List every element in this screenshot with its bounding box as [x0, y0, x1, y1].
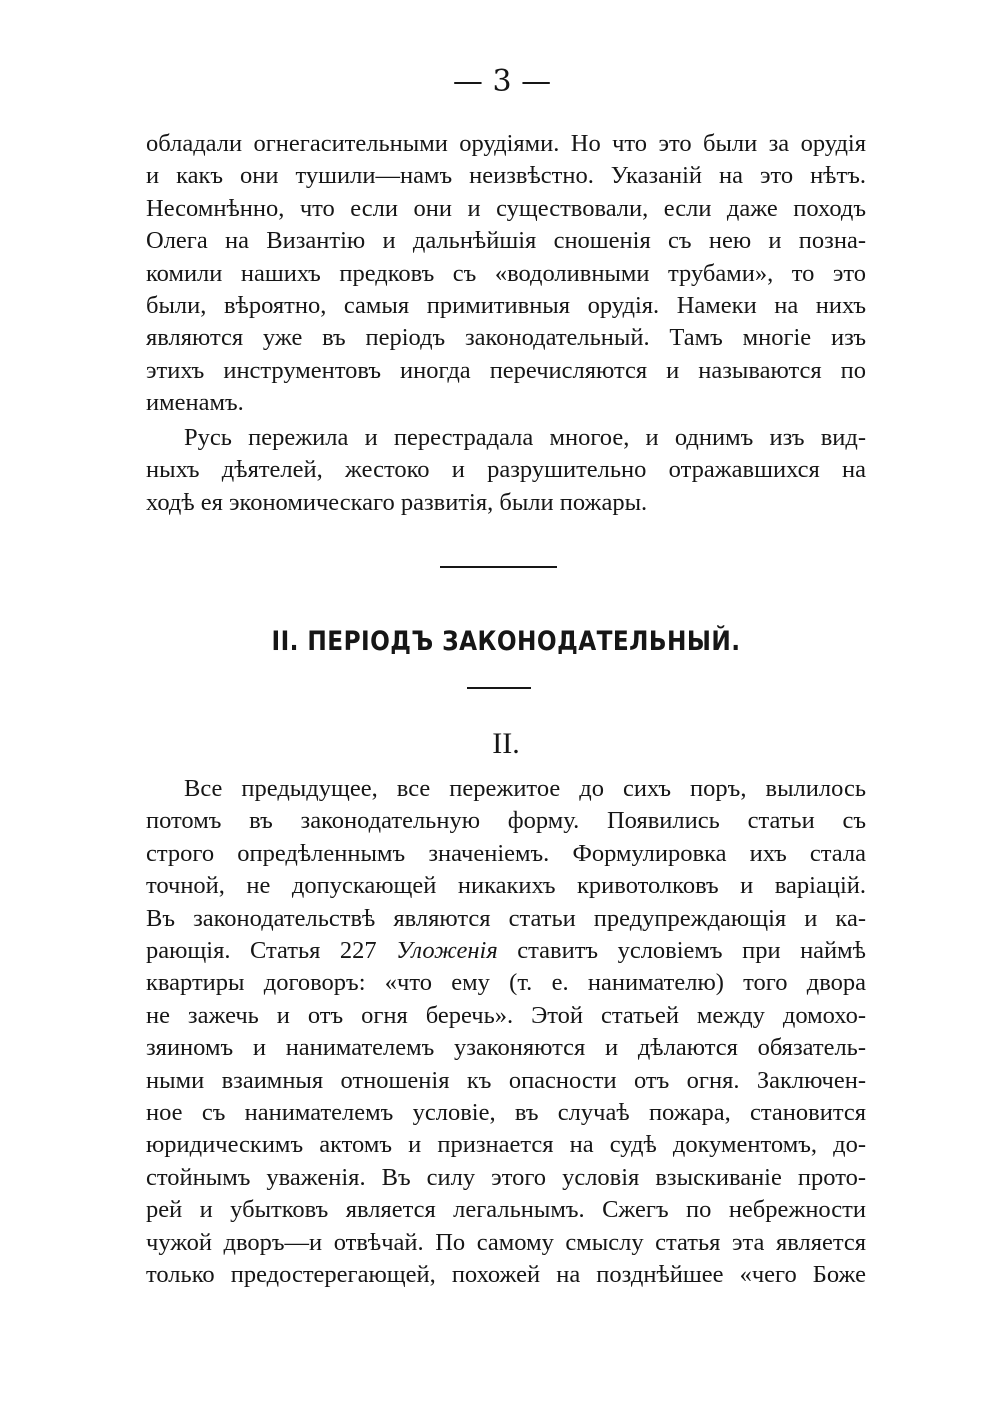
text-line: только предостерегающей, похожей на позднѣйшее «чего Боже [146, 1261, 866, 1289]
text-line: квартиры договоръ: «что ему (т. е. нанимателю) того двора [146, 969, 866, 997]
text-line: Въ законодательствѣ являются статьи предупреждающія и ка- [146, 904, 866, 932]
text-line: юридическимъ актомъ и признается на судѣ документомъ, до- [146, 1131, 866, 1159]
text-line: и какъ они тушили—намъ неизвѣстно. Указаній на это нѣтъ. [146, 162, 866, 190]
text-line: точной, не допускающей никакихъ кривотолковъ и варіацій. [146, 872, 866, 900]
text-line: Все предыдущее, все пережитое до сихъ поръ, вылилось [184, 775, 866, 802]
text-line: ными взаимныя отношенія къ опасности отъ огня. Заключен- [146, 1066, 866, 1094]
text-line: были, вѣроятно, самыя примитивныя орудія. Намеки на нихъ [146, 292, 866, 320]
chapter-number: II. [492, 727, 520, 760]
section-title: II. ПЕРІОДЪ ЗАКОНОДАТЕЛЬНЫЙ. [271, 626, 741, 657]
text-line: не зажечь и отъ огня беречь». Этой статьей между домохо- [146, 1001, 866, 1029]
text-line: Несомнѣнно, что если они и существовали, если даже походъ [146, 194, 866, 222]
text-segment: ставитъ условіемъ при наймѣ [497, 937, 866, 965]
text-segment: рающія. Статья 227 [146, 937, 397, 965]
text-line: обладали огнегасительными орудіями. Но что это были за орудія [146, 130, 866, 157]
text-line: стойнымъ уваженія. Въ силу этого условія взыскиваніе прото- [146, 1163, 866, 1191]
section-divider [440, 566, 557, 568]
text-line: ныхъ дѣятелей, жестоко и разрушительно отражавшихся на [146, 456, 866, 484]
paragraph-legislation [146, 773, 866, 1292]
text-line: чужой дворъ—и отвѣчай. По самому смыслу статья эта является [146, 1228, 866, 1256]
italic-title: Уложенія [396, 937, 498, 965]
text-line: этихъ инструментовъ иногда перечисляются и называются по [146, 356, 866, 384]
page-number: — 3 — [452, 64, 552, 99]
paragraph-fires [146, 422, 866, 519]
paragraph-continued [146, 128, 866, 420]
text-line: комили нашихъ предковъ съ «водоливными трубами», то это [146, 259, 866, 287]
text-line: Русь пережила и перестрадала многое, и однимъ изъ вид- [184, 424, 866, 451]
text-line: потомъ въ законодательную форму. Появились статьи съ [146, 807, 866, 835]
text-line: строго опредѣленнымъ значеніемъ. Формулировка ихъ стала [146, 839, 866, 867]
title-underline [467, 687, 531, 689]
text-line: ходѣ ея экономическаго развитія, были пожары. [146, 488, 648, 516]
text-line: именамъ. [146, 389, 244, 417]
text-line: являются уже въ періодъ законодательный. Тамъ многіе изъ [146, 324, 866, 352]
text-line: зяиномъ и нанимателемъ узаконяются и дѣлаются обязатель- [146, 1034, 866, 1062]
text-line: Олега на Византію и дальнѣйшія сношенія съ нею и позна- [146, 227, 866, 255]
text-line [146, 935, 866, 967]
text-line: рей и убытковъ является легальнымъ. Сжегъ по небрежности [146, 1196, 866, 1224]
text-line: ное съ нанимателемъ условіе, въ случаѣ пожара, становится [146, 1099, 866, 1127]
